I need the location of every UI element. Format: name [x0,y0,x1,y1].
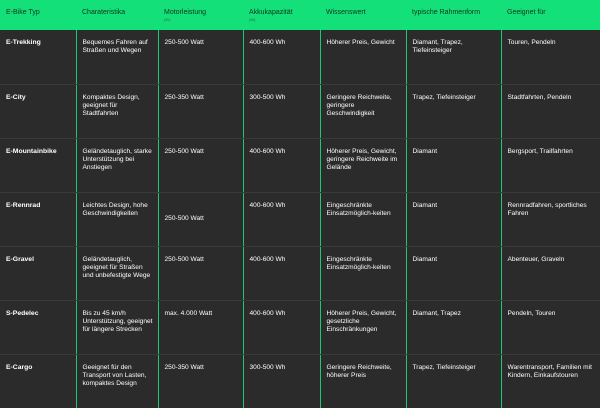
cell-rahmenform: Trapez, Tiefeinsteiger [406,354,501,408]
table-header [0,0,600,30]
table-row [0,84,600,138]
header-cell-akkukapazitaet [243,0,320,30]
cell-geeignet: Pendeln, Touren [501,300,600,354]
cell-typ: E-Rennrad [0,192,76,246]
cell-rahmenform: Diamant [406,192,501,246]
header-label: typische Rahmenform [412,9,481,16]
cell-akkukapazitaet: 400-600 Wh [243,192,320,246]
cell-akkukapazitaet: 400-600 Wh [243,138,320,192]
cell-motorleistung: 250-500 Watt [158,246,243,300]
cell-rahmenform: Diamant [406,138,501,192]
table-body [0,30,600,408]
header-cell-motorleistung [158,0,243,30]
cell-geeignet: Stadtfahrten, Pendeln [501,84,600,138]
cell-wissenswert: Eingeschränkte Einsatzmöglich-keiten [320,246,406,300]
cell-typ: E-Cargo [6,363,33,371]
table-row [0,138,600,192]
table-row [0,354,600,408]
cell-geeignet: Abenteuer, Graveln [501,246,600,300]
cell-charakteristika: Kompaktes Design, geeignet für Stadtfahrten [76,84,158,138]
cell-akkukapazitaet: 300-500 Wh [243,84,320,138]
cell-geeignet: Bergsport, Trailfahrten [501,138,600,192]
cell-typ: E-Mountainbike [0,138,76,192]
cell-typ: E-Gravel [0,246,76,300]
cell-charakteristika: Geeignet für den Transport von Lasten, kompaktes Design [76,354,158,408]
header-unit: (W) [249,17,256,22]
cell-wissenswert: Höherer Preis, Gewicht [320,30,406,84]
cell-geeignet: Rennradfahren, sportliches Fahren [501,192,600,246]
cell-rahmenform: Diamant, Trapez, Tiefeinsteiger [406,30,501,84]
header-unit: (W) [164,17,171,22]
cell-motorleistung: 250-350 Watt [158,354,243,408]
cell-wissenswert: Höherer Preis, Gewicht, gesetzliche Einschränkungen [320,300,406,354]
header-label: Geeignet für [507,9,546,16]
cell-motorleistung: 250-500 Watt [158,138,243,192]
header-cell-typ [0,0,76,30]
cell-rahmenform: Trapez, Tiefeinsteiger [406,84,501,138]
cell-wissenswert: Höherer Preis, Gewicht, geringere Reichweite im Gelände [320,138,406,192]
cell-motorleistung: 250-500 Watt [158,30,243,84]
cell-typ: E-Trekking [0,30,76,84]
header-cell-rahmenform [406,0,501,30]
header-row [0,0,600,30]
cell-motorleistung: 250-500 Watt [158,192,243,246]
cell-typ: S-Pedelec [0,300,76,354]
cell-wissenswert: Geringere Reichweite, höherer Preis [320,354,406,408]
cell-akkukapazitaet: 400-600 Wh [243,30,320,84]
header-label: Wissenswert [326,9,366,16]
cell-charakteristika: Bis zu 45 km/h Unterstützung, geeignet für längere Strecken [76,300,158,354]
table-row [0,30,600,84]
cell-rahmenform: Diamant [406,246,501,300]
cell-rahmenform: Diamant, Trapez [406,300,501,354]
header-cell-geeignet [501,0,600,30]
cell-geeignet: Touren, Pendeln [501,30,600,84]
cell-akkukapazitaet: 300-500 Wh [243,354,320,408]
header-label: Charateristika [82,9,126,16]
cell-wissenswert: Geringere Reichweite, geringere Geschwindigkeit [320,84,406,138]
cell-akkukapazitaet: 400-600 Wh [243,246,320,300]
header-label: E-Bike Typ [6,9,40,16]
header-label: Motorleistung [164,9,207,16]
cell-wissenswert: Eingeschränkte Einsatzmöglich-keiten [320,192,406,246]
table-row [0,192,600,246]
table-row [0,246,600,300]
header-cell-charakteristika [76,0,158,30]
cell-charakteristika: Geländetauglich, geeignet für Straßen und unbefestigte Wege [76,246,158,300]
cell-charakteristika: Geländetauglich, starke Unterstützung bei Anstiegen [76,138,158,192]
cell-charakteristika: Leichtes Design, hohe Geschwindigkeiten [76,192,158,246]
cell-motorleistung: 250-350 Watt [158,84,243,138]
cell-geeignet: Warentransport, Familien mit Kindern, Einkaufstouren [501,354,600,408]
header-label: Akkukapazität [249,9,293,16]
cell-akkukapazitaet: 400-600 Wh [243,300,320,354]
cell-motorleistung: max. 4.000 Watt [158,300,243,354]
table-row [0,300,600,354]
cell-typ: E-City [0,84,76,138]
header-cell-wissenswert [320,0,406,30]
cell-charakteristika: Bequemes Fahren auf Straßen und Wegen [76,30,158,84]
